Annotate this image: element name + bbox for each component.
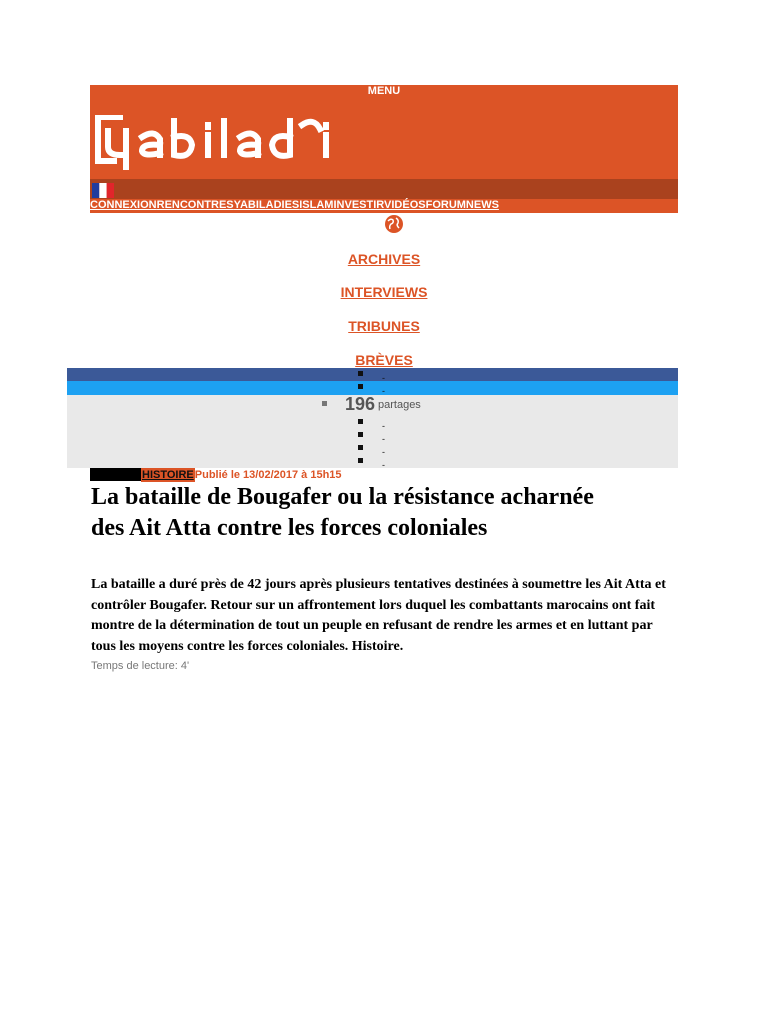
list-bullet <box>358 458 363 463</box>
main-nav <box>90 199 499 212</box>
list-bullet <box>358 419 363 424</box>
french-flag-icon[interactable] <box>92 183 114 198</box>
twitter-share-button[interactable] <box>67 381 678 395</box>
share-item[interactable]: - <box>382 386 385 396</box>
category-link[interactable]: HISTOIRE <box>142 469 194 481</box>
share-item[interactable]: - <box>382 460 385 470</box>
nav-connexion[interactable]: CONNEXION <box>90 199 157 211</box>
list-bullet <box>358 445 363 450</box>
section-link-archives[interactable]: ARCHIVES <box>347 251 421 267</box>
facebook-share-button[interactable] <box>67 368 678 381</box>
article-lead: La bataille a duré près de 42 jours après plusieurs tentatives destinées à soumettre les Ait Atta et contrôler Bougafer. Retour sur un affrontement lors duquel les combattants marocains ont fait montre de la détermination de tout un peuple en refusant de rendre les armes et en luttant par tous les moyens contre les forces coloniales. Histoire. <box>91 577 666 654</box>
yabiladi-logo[interactable] <box>94 115 364 171</box>
share-count-label: partages <box>378 399 421 411</box>
nav-investir[interactable]: INVESTIR <box>333 199 385 211</box>
nav-islam[interactable]: ISLAM <box>299 199 334 211</box>
publish-date: Publié le 13/02/2017 à 15h15 <box>194 469 342 481</box>
share-item[interactable]: - <box>382 373 385 383</box>
reading-time: Temps de lecture: 4' <box>91 660 190 672</box>
share-item[interactable]: - <box>382 447 385 457</box>
list-bullet <box>358 432 363 437</box>
section-link-tribunes[interactable]: TRIBUNES <box>348 318 420 334</box>
ad-placeholder <box>90 468 141 481</box>
nav-videos[interactable]: VIDÉOS <box>384 199 426 211</box>
nav-yabiladies[interactable]: YABILADIES <box>233 199 300 211</box>
list-bullet <box>358 371 363 376</box>
nav-rencontres[interactable]: RENCONTRES <box>156 199 234 211</box>
share-count: 196 <box>345 394 376 414</box>
article-meta <box>90 468 342 482</box>
site-header <box>90 85 678 213</box>
menu-button[interactable]: MENU <box>367 85 401 97</box>
share-item[interactable]: - <box>382 421 385 431</box>
share-item[interactable]: - <box>382 434 385 444</box>
article-title: La bataille de Bougafer ou la résistance acharnée des Ait Atta contre les forces coloniales <box>91 484 594 541</box>
language-bar <box>90 179 678 199</box>
nav-news[interactable]: NEWS <box>465 199 499 211</box>
section-link-interviews[interactable]: INTERVIEWS <box>340 284 428 300</box>
globe-icon[interactable] <box>384 214 404 234</box>
list-bullet <box>358 384 363 389</box>
section-link-breves[interactable]: BRÈVES <box>355 352 413 368</box>
list-bullet <box>322 401 327 406</box>
nav-forum[interactable]: FORUM <box>425 199 466 211</box>
